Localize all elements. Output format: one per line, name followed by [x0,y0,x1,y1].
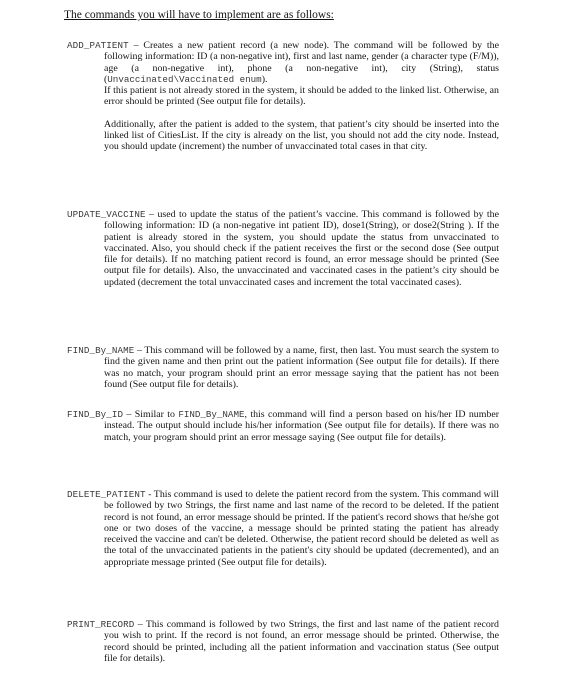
command-delete-patient [67,489,499,568]
command-description: – This command is followed by two Strings, the first and last name of the patient record you wish to print. If the record is not found, an error message should be printed. Otherwise, the record should be printed, including all the patient information and vaccination status (See output file for details). [104,619,499,664]
command-description: - This command is used to delete the patient record from the system. This command will be followed by two Strings, the first name and last name of the record to be deleted. If the patient record is not found, an error message should be printed. If the patient's record shows that he/she got one or two doses of the vaccine, a message should be printed stating the patient has already received the vaccine and can't be deleted. Otherwise, the patient record should be deleted as well as the total of the unvaccinated patients in the patient's city should be updated (decremented), and an appropriate message printed (See output file for details). [104,489,499,568]
command-keyword: ADD_PATIENT [67,40,129,51]
command-description-end: ). [261,73,268,85]
command-find-by-name [67,345,499,390]
command-paragraph [67,209,499,288]
command-paragraph [67,40,499,85]
command-keyword: UPDATE_VACCINE [67,209,146,220]
enum-text: Unvaccinated\Vaccinated enum [107,73,262,85]
command-paragraph [67,489,499,568]
command-find-by-id [67,409,499,443]
command-paragraph [67,345,499,390]
command-description: – This command will be followed by a name, first, then last. You must search the system to find the given name and then print out the patient information (See output file for details). If there was no match, your program should print an error message saying that the patient has not been found (See output file for details). [104,345,499,390]
command-keyword: PRINT_RECORD [67,619,135,630]
command-paragraph [67,409,499,443]
page-heading: The commands you will have to implement are as follows: [64,9,334,21]
command-keyword: DELETE_PATIENT [67,489,146,500]
command-description: – Similar to [123,409,179,420]
command-keyword: FIND_By_NAME [67,345,135,356]
command-keyword: FIND_By_ID [67,409,124,420]
command-update-vaccine [67,209,499,288]
command-description: – used to update the status of the patient’s vaccine. This command is followed by the following information: ID (a non-negative int patient ID), dose1(String), or dose2(String ). If the patient is already stored in the system, you should update the status from unvaccinated to vaccinated. Also, you should check if the patient receives the first or the second dose (See output file for details). If no matching patient record is found, an error message should be printed (See output file for details). Also, the unvaccinated and vaccinated cases in the patient’s city should be updated (decrement the total unvaccinated cases and increment the total vaccinated cases). [104,209,499,288]
inline-keyword: FIND_By_NAME [178,409,245,420]
command-paragraph [67,619,499,664]
command-paragraph-continued: If this patient is not already stored in the system, it should be added to the linked list. Otherwise, an error should be printed (See output file for details). [104,85,499,108]
command-paragraph-additional: Additionally, after the patient is added to the system, that patient’s city should be inserted into the linked list of CitiesList. If the city is already on the list, you should not add the city node. Instead, you should update (increment) the number of unvaccinated total cases in that city. [104,118,499,153]
command-add-patient [67,40,499,153]
command-description-end: , this command will find a person based on his/her ID number instead. The output should include his/her information (See output file for details). If there was no match, your program should print an error message saying (See output file for details). [104,409,499,443]
command-print-record [67,619,499,664]
command-description: – Creates a new patient record (a new node). The command will be followed by the following information: ID (a non-negative int), first and last name, gender (a character type (F/M)), age (a non-negative int), phone (a non-negative int), city (String), status ( [104,40,499,85]
